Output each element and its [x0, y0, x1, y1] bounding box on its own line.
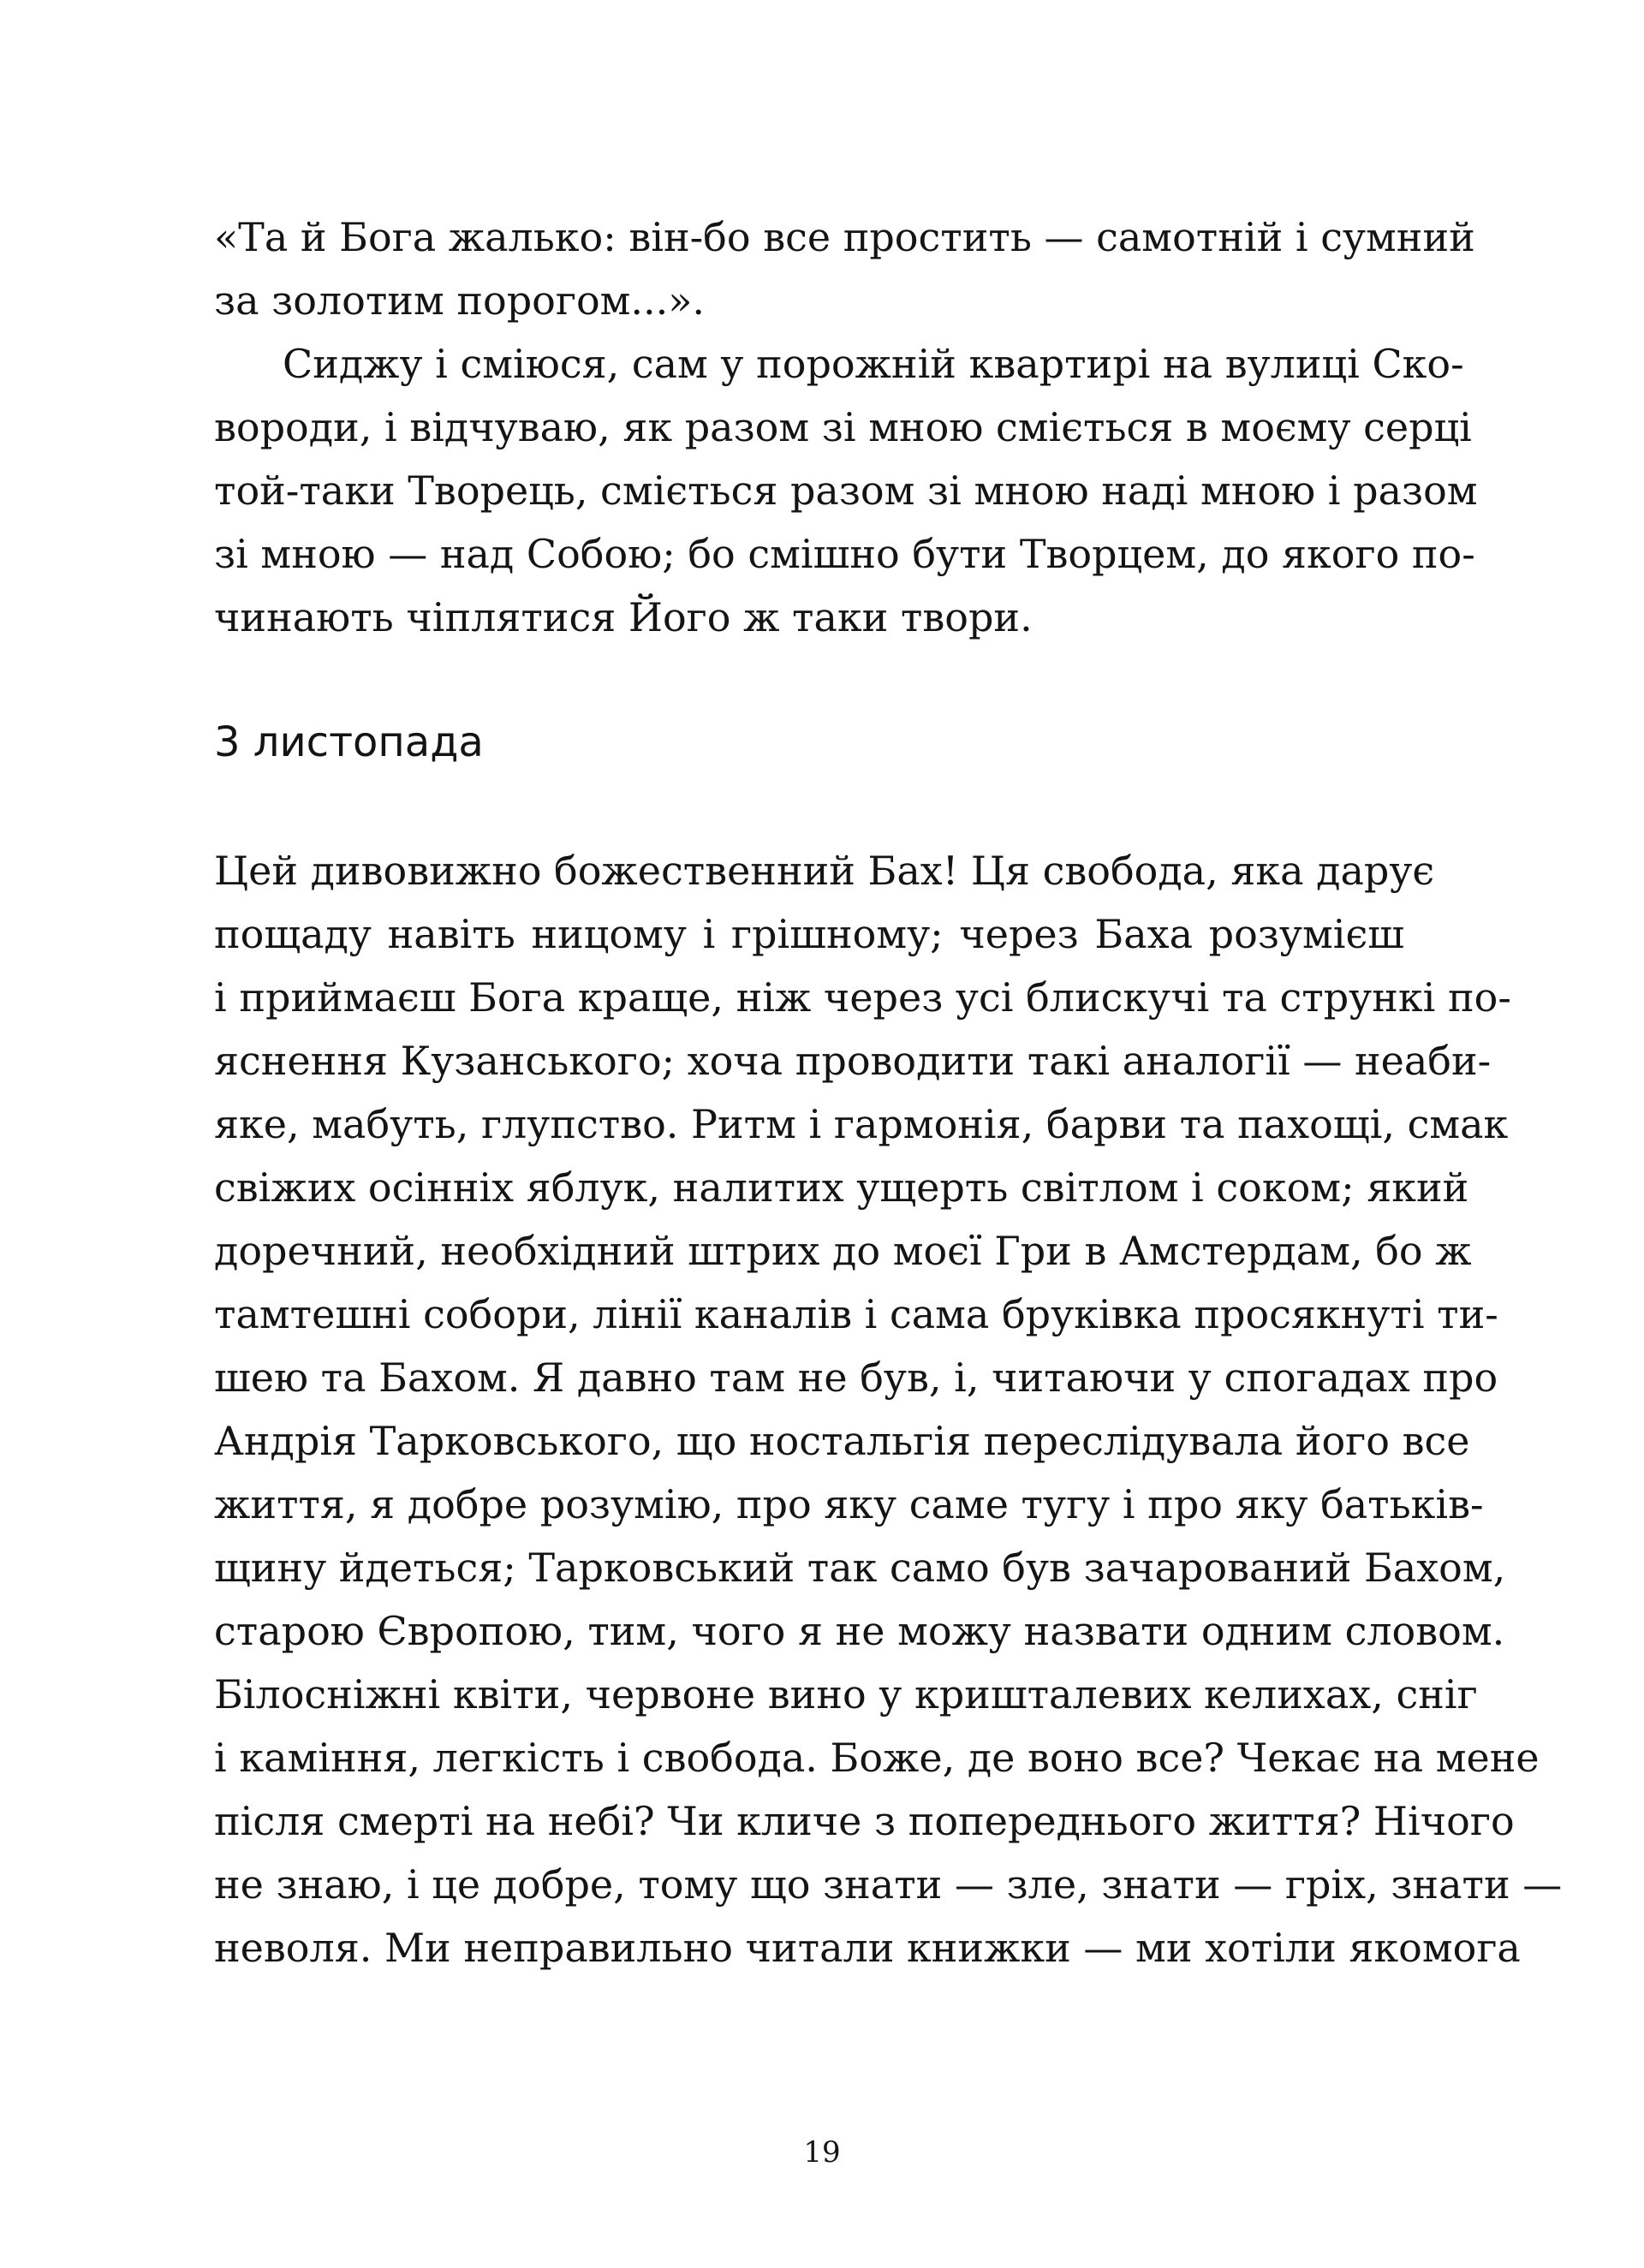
text-line: шею та Бахом. Я давно там не був, і, читаючи у спогадах про	[214, 1354, 1498, 1401]
page-number: 19	[803, 2135, 841, 2170]
text-line: не знаю, і це добре, тому що знати — зле, знати — гріх, знати —	[214, 1861, 1563, 1908]
paragraph-block-2	[214, 839, 1563, 1979]
text-line: Білосніжні квіти, червоне вино у кришталевих келихах, сніг	[214, 1671, 1478, 1717]
text-line: той-таки Творець, сміється разом зі мною наді мною і разом	[214, 467, 1478, 514]
text-line: доречний, необхідний штрих до моєї Гри в Амстердам, бо ж	[214, 1228, 1472, 1274]
text-line: зі мною — над Собою; бо смішно бути Творцем, до якого по-	[214, 531, 1475, 577]
text-line: неволя. Ми неправильно читали книжки — ми хотіли якомога	[214, 1925, 1521, 1971]
text-line: і каміння, легкість і свобода. Боже, де воно все? Чекає на мене	[214, 1735, 1540, 1781]
text-line: яке, мабуть, глупство. Ритм і гармонія, барви та пахощі, смак	[214, 1101, 1509, 1147]
text-line: пощаду навіть ницому і грішному; через Баха розумієш	[214, 911, 1404, 957]
text-line: «Та й Бога жалько: він-бо все простить — самотній і сумний	[214, 214, 1475, 260]
date-heading: 3 листопада	[214, 718, 484, 766]
text-line: старою Європою, тим, чого я не можу назвати одним словом.	[214, 1608, 1505, 1654]
text-line: Сиджу і сміюся, сам у порожній квартирі на вулиці Ско-	[283, 341, 1464, 387]
text-line: щину йдеться; Тарковський так само був зачарований Бахом,	[214, 1545, 1506, 1591]
text-line: життя, я добре розумію, про яку саме тугу і про яку батьків-	[214, 1481, 1484, 1527]
paragraph-block-1	[214, 205, 1478, 649]
text-line: свіжих осінніх яблук, налитих ущерть світлом і соком; який	[214, 1164, 1469, 1211]
text-line: вороди, і відчуваю, як разом зі мною сміється в моєму серці	[214, 404, 1472, 450]
text-line: чинають чіплятися Його ж таки твори.	[214, 594, 1033, 640]
text-line: після смерті на небі? Чи кличе з попереднього життя? Нічого	[214, 1798, 1515, 1844]
text-line: яснення Кузанського; хоча проводити такі аналогії — неаби-	[214, 1038, 1492, 1084]
text-line: і приймаєш Бога краще, ніж через усі блискучі та стрункі по-	[214, 974, 1511, 1021]
text-line: Цей дивовижно божественний Бах! Ця свобода, яка дарує	[214, 848, 1435, 894]
text-line: тамтешні собори, лінії каналів і сама бруківка просякнуті ти-	[214, 1291, 1498, 1337]
text-line: Андрія Тарковського, що ностальгія переслідувала його все	[214, 1418, 1470, 1464]
text-line: за золотим порогом...».	[214, 277, 706, 324]
